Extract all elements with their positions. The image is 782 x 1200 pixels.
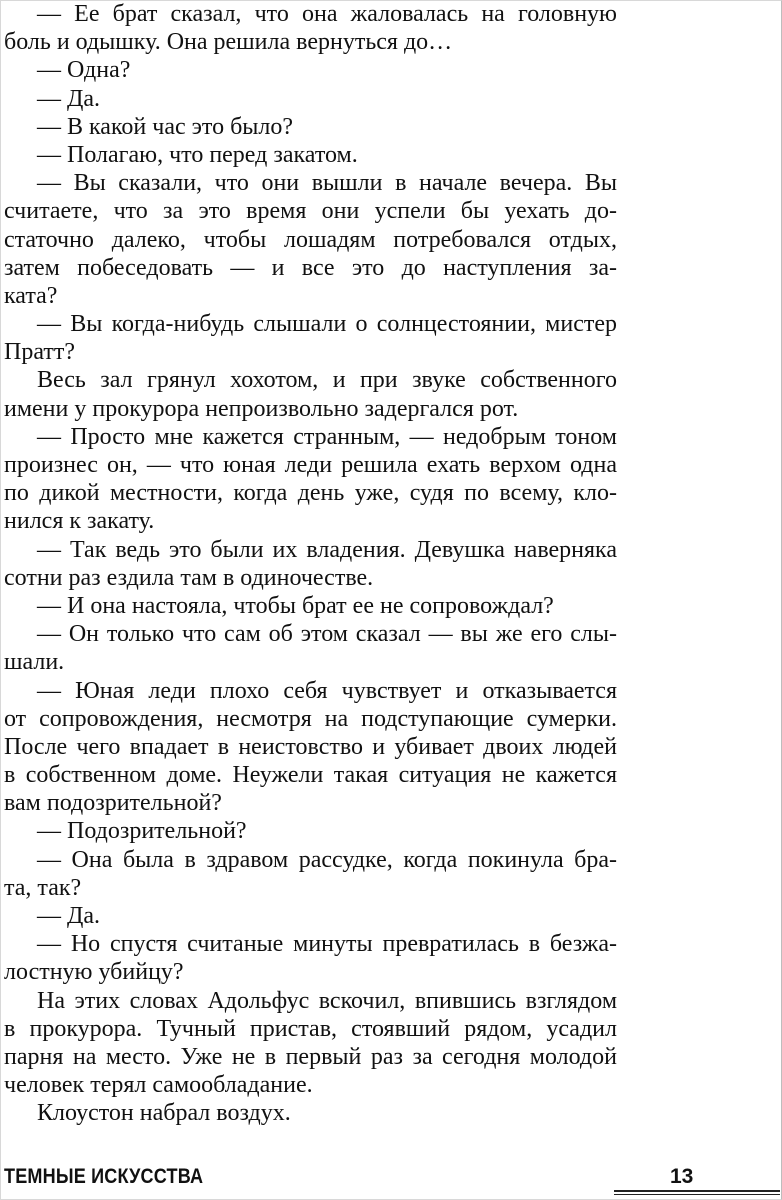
text-line: в собственном доме. Неужели такая ситуация не кажется (4, 762, 617, 789)
text-line: На этих словах Адольфус вскочил, впившись взглядом (37, 987, 617, 1014)
text-line: — Так ведь это были их владения. Девушка наверняка (37, 536, 617, 563)
text-line: — Он только что сам об этом сказал — вы же его слы- (37, 621, 617, 648)
text-line: — И она настояла, чтобы брат ее не сопровождал? (37, 592, 554, 619)
text-line: — Одна? (37, 57, 131, 84)
text-line: в прокурора. Тучный пристав, стоявший рядом, усадил (4, 1015, 617, 1042)
text-line: сотни раз ездила там в одиночестве. (4, 564, 374, 591)
text-column (4, 0, 617, 1128)
text-line: Клоустон набрал воздух. (37, 1100, 291, 1127)
text-line: от сопровождения, несмотря на подступающие сумерки. (4, 705, 617, 732)
text-line: Весь зал грянул хохотом, и при звуке собственного (37, 367, 617, 394)
text-line: произнес он, — что юная леди решила ехать верхом одна (4, 452, 617, 478)
text-line: — Подозрительной? (37, 818, 247, 845)
text-line: нился к закату. (4, 508, 155, 535)
text-line: вам подозрительной? (4, 790, 222, 817)
text-line: шали. (4, 649, 65, 676)
text-line: — Она была в здравом рассудке, когда покинула бра- (37, 846, 617, 873)
text-line: та, так? (4, 874, 82, 901)
text-line: человек терял самообладание. (4, 1072, 313, 1099)
text-line: парня на место. Уже не в первый раз за сегодня молодой (4, 1043, 617, 1070)
text-line: имени у прокурора непроизвольно задергался рот. (4, 395, 519, 422)
footer-rule (614, 1190, 780, 1192)
text-line: статочно далеко, чтобы лошадям потребовался отдых, (4, 226, 617, 253)
footer-book-title: ТЕМНЫЕ ИСКУССТВА (4, 1165, 204, 1188)
text-line: считаете, что за это время они успели бы уехать до- (4, 198, 617, 225)
text-line: затем побеседовать — и все это до наступления за- (4, 254, 617, 281)
text-line: После чего впадает в неистовство и убивает двоих людей (4, 733, 617, 760)
text-line: — Но спустя считаные минуты превратилась в безжа- (37, 931, 617, 958)
text-line: Пратт? (4, 339, 75, 366)
text-line: — Да. (37, 903, 101, 929)
text-line: — Ее брат сказал, что она жаловалась на головную (37, 1, 617, 27)
text-line: боль и одышку. Она решила вернуться до… (4, 29, 453, 56)
footer-rule (614, 1194, 780, 1195)
text-line: по дикой местности, когда день уже, судя по всему, кло- (4, 480, 617, 507)
text-line: — Юная леди плохо себя чувствует и отказывается (37, 677, 617, 704)
text-line: — В какой час это было? (37, 113, 294, 140)
page-number: 13 (670, 1165, 694, 1188)
text-line: ката? (4, 282, 58, 309)
text-line: — Вы когда-нибудь слышали о солнцестоянии, мистер (37, 311, 617, 338)
text-line: — Да. (37, 85, 101, 112)
text-line: — Вы сказали, что они вышли в начале вечера. Вы (37, 170, 617, 197)
text-line: лостную убийцу? (4, 959, 184, 986)
text-line: — Просто мне кажется странным, — недобрым тоном (37, 423, 617, 450)
text-line: — Полагаю, что перед закатом. (37, 141, 358, 168)
